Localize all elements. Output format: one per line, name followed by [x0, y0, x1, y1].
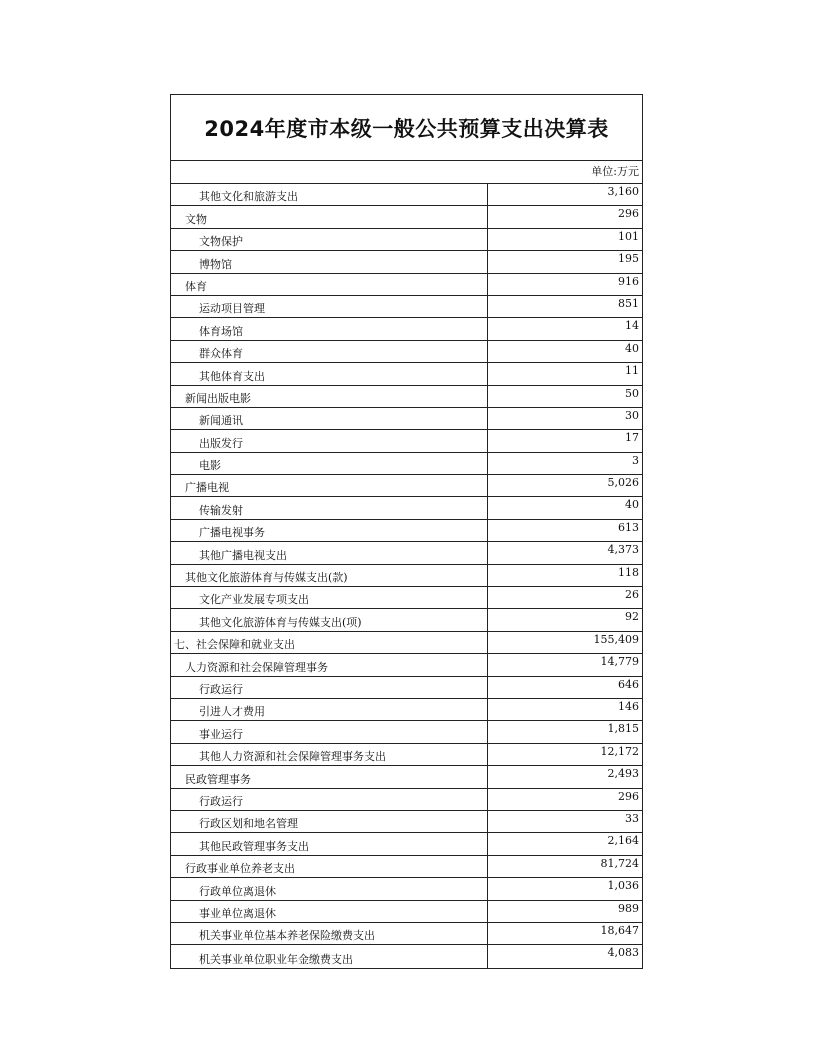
amount-cell: 146: [618, 699, 639, 713]
table-row: [171, 945, 642, 967]
item-name-cell: 人力资源和社会保障管理事务: [171, 654, 488, 675]
table-row: [171, 609, 642, 631]
table-row: [171, 363, 642, 385]
item-name-cell: 行政单位离退休: [171, 878, 488, 899]
item-name-cell: 其他文化旅游体育与传媒支出(项): [171, 609, 488, 630]
table-row: [171, 632, 642, 654]
item-name-cell: 机关事业单位职业年金缴费支出: [171, 945, 488, 967]
item-name-cell: 行政运行: [171, 677, 488, 698]
table-row: [171, 856, 642, 878]
amount-cell: 14,779: [600, 655, 639, 669]
item-name-cell: 广播电视事务: [171, 520, 488, 541]
table-row: [171, 811, 642, 833]
item-name-cell: 其他人力资源和社会保障管理事务支出: [171, 744, 488, 765]
item-name-cell: 行政事业单位养老支出: [171, 856, 488, 877]
table-row: [171, 542, 642, 564]
table-row: [171, 878, 642, 900]
item-name-cell: 其他文化和旅游支出: [171, 184, 488, 205]
item-name-cell: 博物馆: [171, 251, 488, 272]
amount-cell: 81,724: [600, 856, 639, 870]
table-row: [171, 386, 642, 408]
item-name-cell: 民政管理事务: [171, 766, 488, 787]
table-body: [171, 184, 642, 968]
amount-cell: 155,409: [593, 632, 639, 646]
item-name-cell: 其他文化旅游体育与传媒支出(款): [171, 565, 488, 586]
amount-cell: 989: [618, 901, 639, 915]
amount-cell: 2,493: [607, 767, 639, 781]
amount-cell: 3: [632, 453, 639, 467]
table-row: [171, 318, 642, 340]
item-name-cell: 行政区划和地名管理: [171, 811, 488, 832]
amount-cell: 296: [618, 789, 639, 803]
table-row: [171, 721, 642, 743]
item-name-cell: 广播电视: [171, 475, 488, 496]
table-row: [171, 699, 642, 721]
unit-label: 单位:万元: [171, 161, 642, 184]
amount-cell: 5,026: [607, 476, 639, 490]
amount-cell: 14: [625, 319, 639, 333]
table-row: [171, 296, 642, 318]
table-row: [171, 789, 642, 811]
amount-cell: 851: [618, 296, 639, 310]
table-row: [171, 923, 642, 945]
table-row: [171, 430, 642, 452]
item-name-cell: 七、社会保障和就业支出: [171, 632, 488, 653]
table-row: [171, 565, 642, 587]
budget-table: [170, 94, 643, 969]
table-row: [171, 408, 642, 430]
table-row: [171, 206, 642, 228]
table-row: [171, 251, 642, 273]
item-name-cell: 文物: [171, 206, 488, 227]
amount-cell: 195: [618, 252, 639, 266]
item-name-cell: 体育: [171, 274, 488, 295]
item-name-cell: 传输发射: [171, 497, 488, 518]
amount-cell: 40: [625, 341, 639, 355]
table-row: [171, 766, 642, 788]
item-name-cell: 文物保护: [171, 229, 488, 250]
table-row: [171, 184, 642, 206]
amount-cell: 646: [618, 677, 639, 691]
item-name-cell: 新闻通讯: [171, 408, 488, 429]
item-name-cell: 出版发行: [171, 430, 488, 451]
table-row: [171, 744, 642, 766]
amount-cell: 1,036: [607, 879, 639, 893]
amount-cell: 4,083: [607, 946, 639, 960]
item-name-cell: 体育场馆: [171, 318, 488, 339]
item-name-cell: 群众体育: [171, 341, 488, 362]
amount-cell: 3,160: [607, 185, 639, 198]
item-name-cell: 其他体育支出: [171, 363, 488, 384]
table-row: [171, 497, 642, 519]
table-row: [171, 587, 642, 609]
item-name-cell: 新闻出版电影: [171, 386, 488, 407]
table-row: [171, 341, 642, 363]
table-row: [171, 229, 642, 251]
item-name-cell: 引进人才费用: [171, 699, 488, 720]
item-name-cell: 运动项目管理: [171, 296, 488, 317]
amount-cell: 30: [625, 408, 639, 422]
amount-cell: 40: [625, 498, 639, 512]
item-name-cell: 机关事业单位基本养老保险缴费支出: [171, 923, 488, 944]
table-title: 2024年度市本级一般公共预算支出决算表: [171, 95, 642, 161]
amount-cell: 33: [625, 811, 639, 825]
amount-cell: 916: [618, 274, 639, 288]
amount-cell: 118: [618, 565, 639, 579]
amount-cell: 11: [625, 364, 639, 378]
amount-cell: 50: [625, 386, 639, 400]
table-row: [171, 274, 642, 296]
amount-cell: 296: [618, 207, 639, 221]
amount-cell: 101: [618, 229, 639, 243]
item-name-cell: 文化产业发展专项支出: [171, 587, 488, 608]
table-row: [171, 833, 642, 855]
table-row: [171, 453, 642, 475]
table-row: [171, 677, 642, 699]
table-row: [171, 901, 642, 923]
item-name-cell: 其他民政管理事务支出: [171, 833, 488, 854]
table-row: [171, 520, 642, 542]
amount-cell: 92: [625, 610, 639, 624]
amount-cell: 26: [625, 588, 639, 602]
amount-cell: 4,373: [607, 543, 639, 557]
amount-cell: 2,164: [607, 834, 639, 848]
amount-cell: 12,172: [600, 744, 639, 758]
table-row: [171, 654, 642, 676]
amount-cell: 17: [625, 431, 639, 445]
item-name-cell: 事业单位离退休: [171, 901, 488, 922]
item-name-cell: 事业运行: [171, 721, 488, 742]
table-row: [171, 475, 642, 497]
amount-cell: 1,815: [607, 722, 639, 736]
item-name-cell: 电影: [171, 453, 488, 474]
amount-cell: 18,647: [600, 923, 639, 937]
item-name-cell: 其他广播电视支出: [171, 542, 488, 563]
amount-cell: 613: [618, 520, 639, 534]
item-name-cell: 行政运行: [171, 789, 488, 810]
